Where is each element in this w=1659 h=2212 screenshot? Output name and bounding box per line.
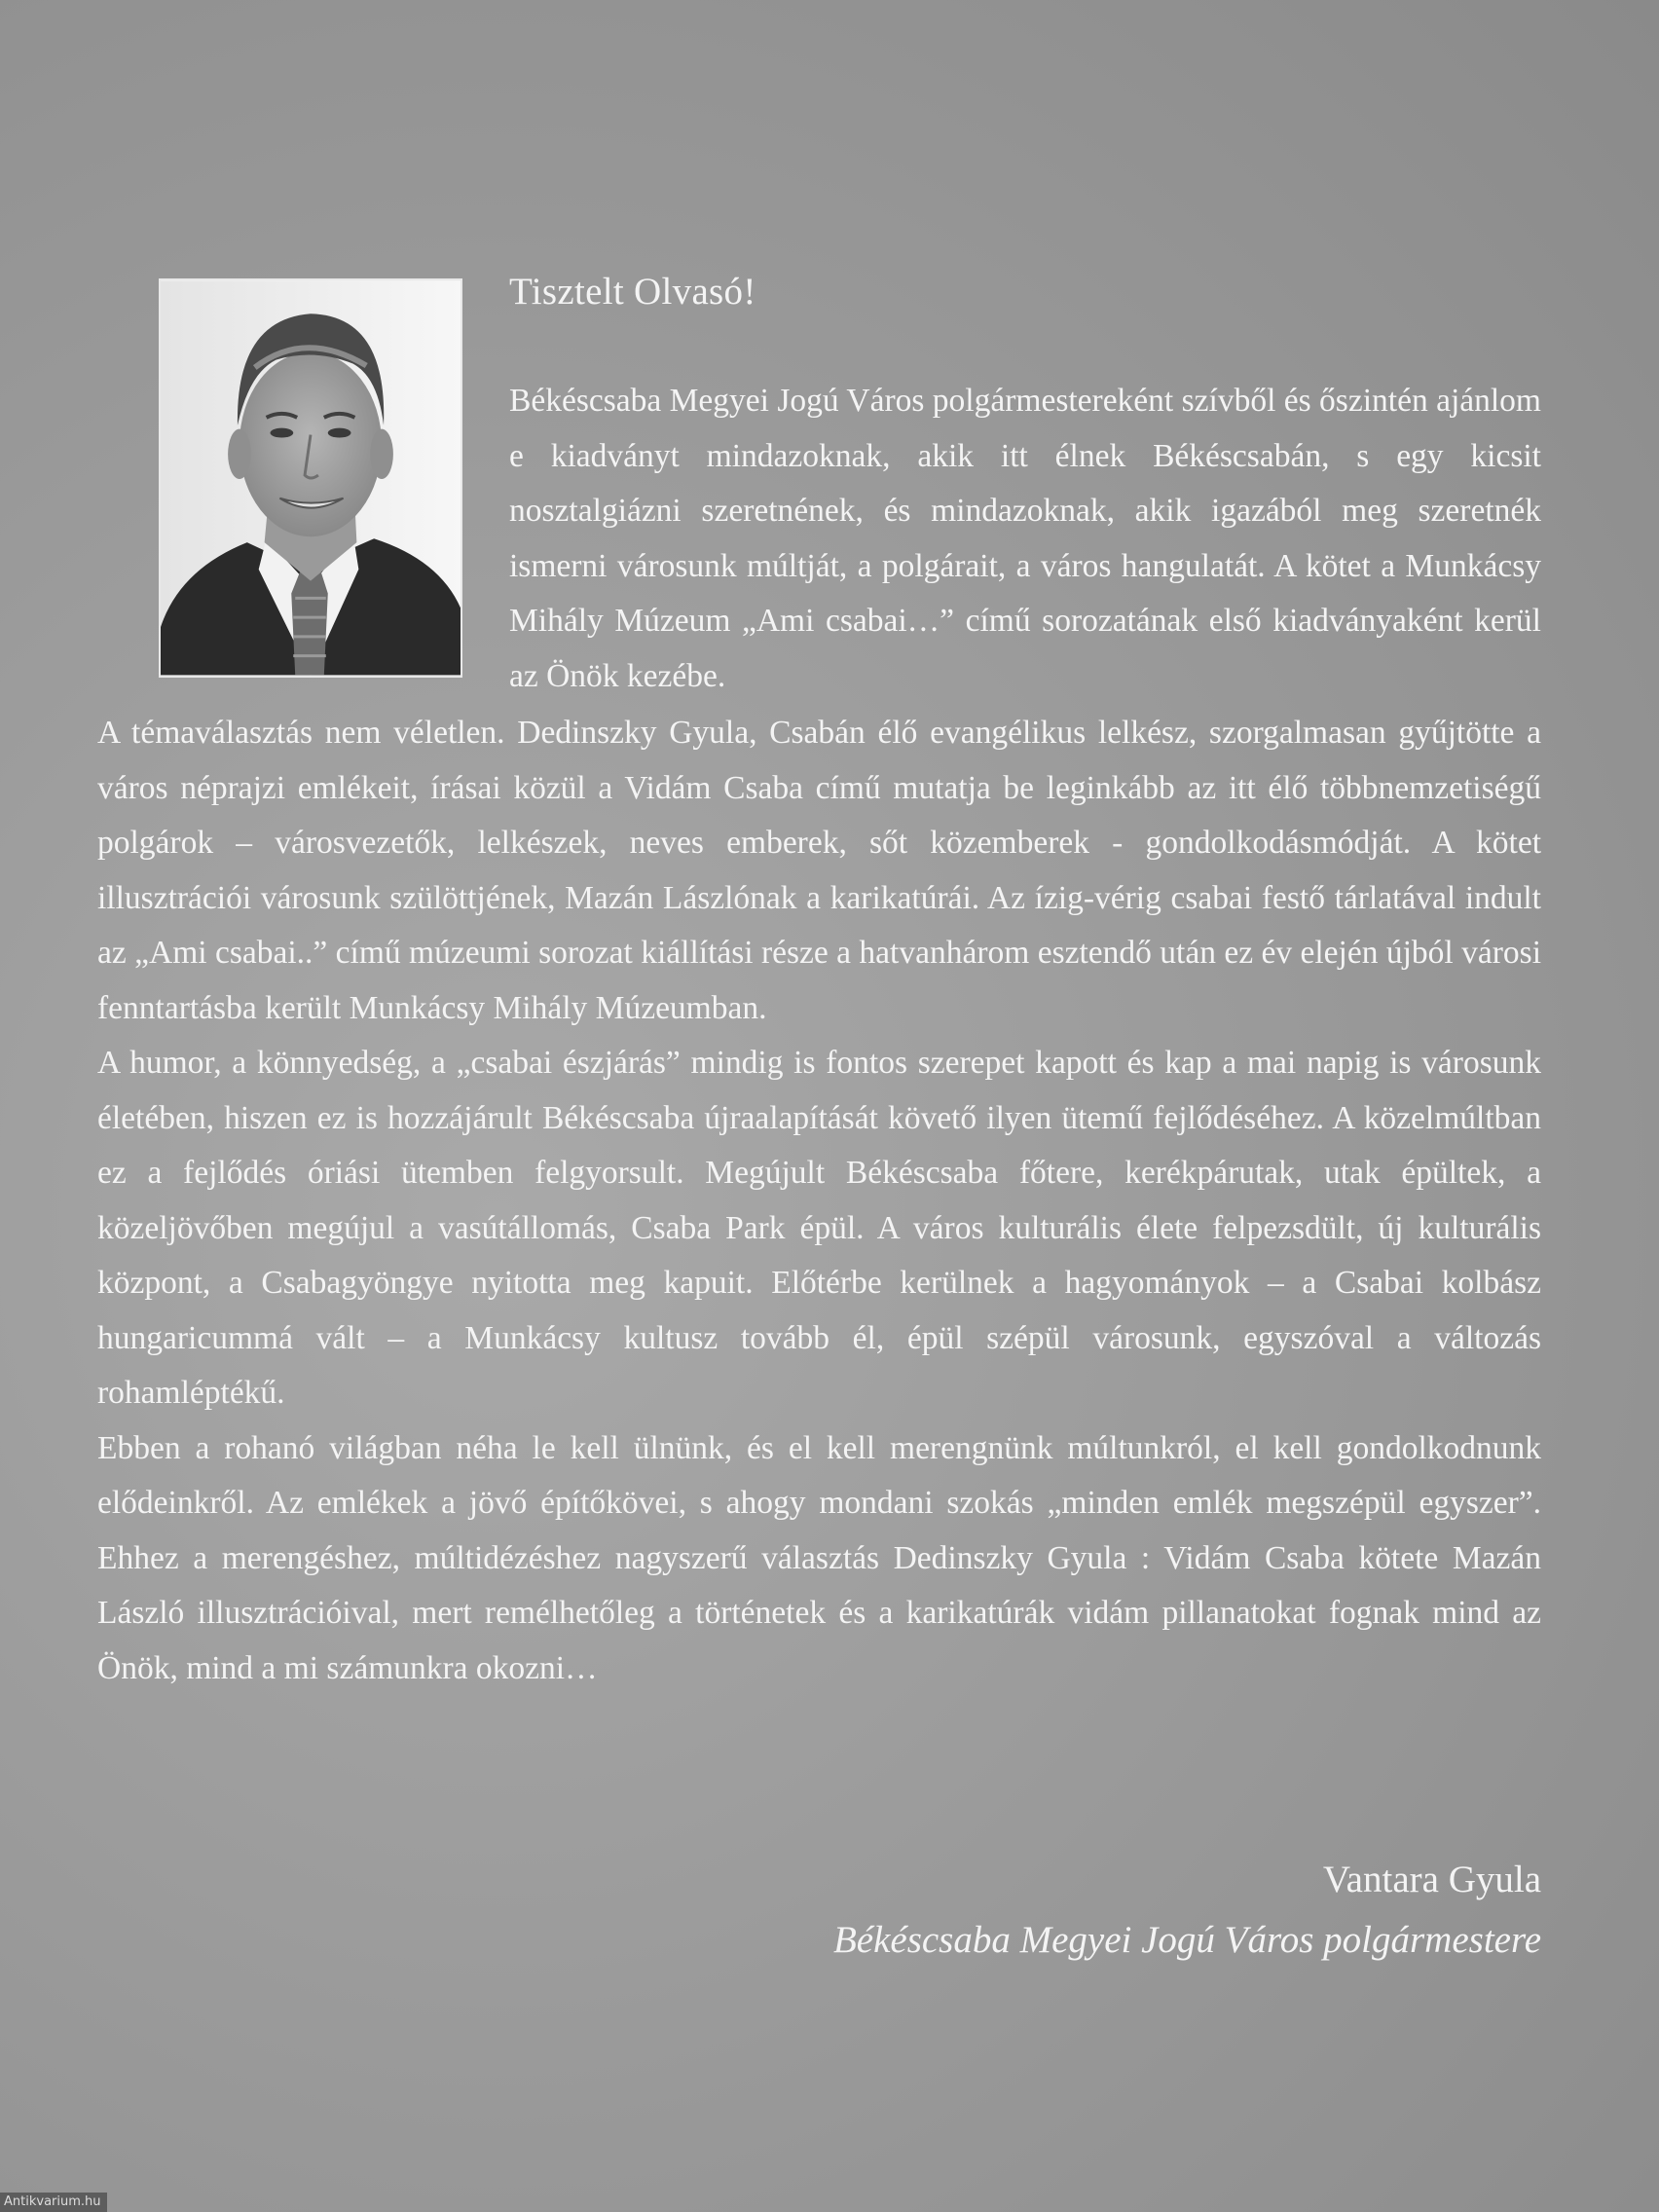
- letter-body: [97, 706, 1541, 1696]
- signature-name: Vantara Gyula: [1322, 1859, 1541, 1900]
- signature-title: Békéscsaba Megyei Jogú Város polgármestere: [832, 1919, 1541, 1961]
- author-portrait: [159, 278, 462, 678]
- letter-intro-paragraph: [509, 374, 1541, 704]
- body-paragraph-2: A humor, a könnyedség, a „csabai észjárás” mindig is fontos szerepet kapott és kap a mai napig is városunk életében, hiszen ez is hozzájárult Békéscsaba újraalapítását követő ilyen ütemű fejlődéséhez. A közelmúltban ez a fejlődés óriási ütemben felgyorsult. Megújult Békéscsaba főtere, kerékpárutak, utak épültek, a közeljövőben megújul a vasútállomás, Csaba Park épül. A város kulturális élete felpezsdült, új kulturális központ, a Csabagyöngye nyitotta meg kapuit. Előtérbe kerülnek a hagyományok – a Csabai kolbász hungaricummá vált – a Munkácsy kultusz tovább él, épül szépül városunk, egyszóval a változás rohamléptékű.: [97, 1045, 1541, 1411]
- letter-greeting: Tisztelt Olvasó!: [509, 271, 756, 313]
- signature-block: [833, 1850, 1541, 1971]
- intro-text: Békéscsaba Megyei Jogú Város polgármestereként szívből és őszintén ajánlom e kiadványt mindazoknak, akik itt élnek Békéscsabán, s egy kicsit nosztalgiázni szeretnének, és mindazoknak, akik igazából meg szeretnék ismerni városunk múltját, a polgárait, a város hangulatát. A kötet a Munkácsy Mihály Múzeum „Ami csabai…” című sorozatának első kiadványaként kerül az Önök kezébe.: [509, 383, 1541, 694]
- body-paragraph-1: A témaválasztás nem véletlen. Dedinszky Gyula, Csabán élő evangélikus lelkész, szorgalmasan gyűjtötte a város néprajzi emlékeit, írásai közül a Vidám Csaba című mutatja be leginkább az itt élő többnemzetiségű polgárok – városvezetők, lelkészek, neves emberek, sőt közemberek - gondolkodásmódját. A kötet illusztrációi városunk szülöttjének, Mazán Lászlónak a karikatúrái. Az ízig-vérig csabai festő tárlatával indult az „Ami csabai..” című múzeumi sorozat kiállítási része a hatvanhárom esztendő után ez év elején újból városi fenntartásba került Munkácsy Mihály Múzeumban.: [97, 715, 1541, 1026]
- site-watermark: Antikvarium.hu: [0, 2193, 107, 2212]
- portrait-photo: [161, 280, 461, 676]
- body-paragraph-3: Ebben a rohanó világban néha le kell ülnünk, és el kell merengnünk múltunkról, el kell gondolkodnunk elődeinkről. Az emlékek a jövő építőkövei, s ahogy mondani szokás „minden emlék megszépül egyszer”. Ehhez a merengéshez, múltidézéshez nagyszerű választás Dedinszky Gyula : Vidám Csaba kötete Mazán László illusztrációival, mert remélhetőleg a történetek és a karikatúrák vidám pillanatokat fognak mind az Önök, mind a mi számunkra okozni…: [97, 1429, 1541, 1686]
